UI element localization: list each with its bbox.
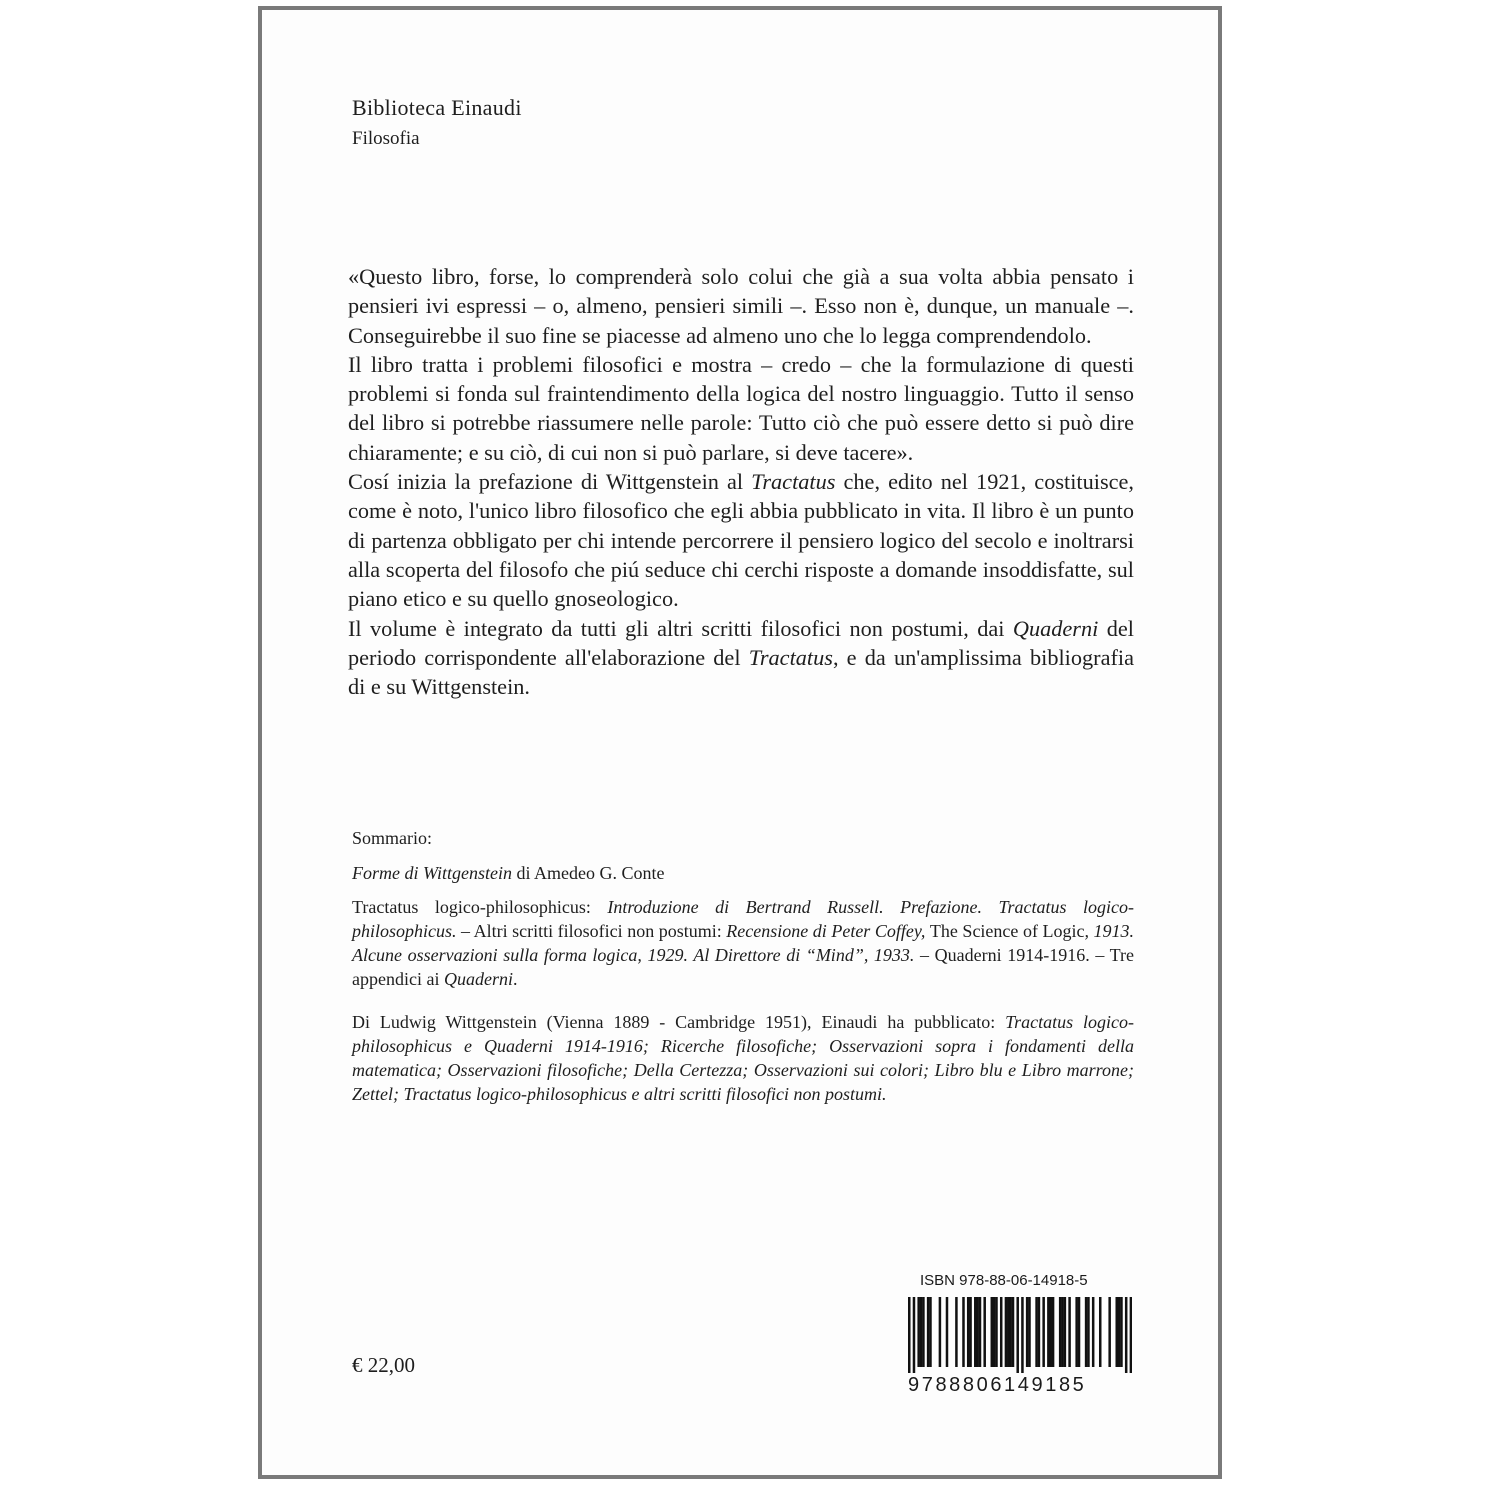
author-note — [352, 1010, 1134, 1106]
book-back-cover — [258, 6, 1222, 1479]
barcode-bar — [913, 1297, 916, 1373]
barcode-bar — [922, 1297, 925, 1367]
barcode-bar — [1026, 1297, 1029, 1367]
barcode-bar — [1059, 1297, 1062, 1367]
blurb-paragraph-quote: «Questo libro, forse, lo comprenderà solo colui che già a sua volta abbia pensato i pensieri ivi espressi – o, almeno, pensieri simili –. Esso non è, dunque, un manuale –. Conseguirebbe il suo fine se piacesse ad almeno uno che lo legga comprendendolo. — [348, 264, 1134, 348]
blurb-text-run: Cosí inizia la prefazione di Wittgenstein al — [348, 469, 752, 495]
author-note-paragraph — [352, 1010, 1134, 1106]
barcode-bar — [1028, 1297, 1031, 1367]
barcode-bar — [1061, 1297, 1064, 1367]
barcode-bar — [920, 1297, 923, 1367]
barcode-bar — [1087, 1297, 1090, 1367]
barcode-bar — [955, 1297, 958, 1367]
blurb-text-run: Il volume è integrato da tutti gli altri scritti filosofici non postumi, dai — [348, 615, 1013, 641]
contents-heading: Sommario: — [352, 828, 432, 848]
barcode-bar — [1125, 1297, 1128, 1373]
barcode-bar — [974, 1297, 977, 1367]
contents-works-run: – Quaderni 1914-1916. – Tre appendici ai — [352, 945, 1134, 989]
barcode-bar — [1042, 1297, 1045, 1367]
barcode-bar — [1075, 1297, 1078, 1367]
barcode-bar — [1115, 1297, 1118, 1367]
author-note-works: Tractatus logico-philosophicus e Quaderni 1914-1916; Ricerche filosofiche; Osservazioni sopra i fondamenti della matematica; Osservazioni filosofiche; Della Certezza; Osservazioni sui colori; Libro blu e Libro marrone; Zettel; Tractatus logico-philosophicus e altri scritti filosofici non postumi. — [352, 1012, 1134, 1104]
barcode-bar — [1068, 1297, 1071, 1367]
barcode — [908, 1297, 1132, 1373]
barcode-bar — [983, 1297, 986, 1367]
barcode-bar — [1007, 1297, 1010, 1367]
contents-essay-author: di Amedeo G. Conte — [511, 863, 665, 883]
barcode-bar — [927, 1297, 930, 1367]
author-note-lead: Di Ludwig Wittgenstein (Vienna 1889 - Cambridge 1951), Einaudi ha pubblicato: — [352, 1012, 1006, 1032]
blurb-text — [348, 262, 1134, 701]
barcode-bar — [1035, 1297, 1038, 1367]
barcode-bar — [1047, 1297, 1050, 1367]
barcode-bar — [1092, 1297, 1095, 1367]
contents-works-run: . — [512, 969, 518, 989]
barcode-bar — [991, 1297, 994, 1367]
barcode-bar — [1005, 1297, 1008, 1367]
barcode-digits: 9788806149185 — [908, 1374, 1087, 1396]
barcode-bar — [1038, 1297, 1041, 1367]
contents-works-run: Tractatus logico-philosophicus: — [352, 897, 608, 917]
barcode-bar — [1016, 1297, 1019, 1373]
barcode-bar — [1064, 1297, 1067, 1367]
barcode-bar — [1078, 1297, 1081, 1367]
barcode-bar — [908, 1297, 911, 1373]
barcode-bar — [1099, 1297, 1102, 1367]
blurb-title-tractatus: Tractatus — [748, 644, 833, 670]
barcode-bar — [1021, 1297, 1024, 1373]
contents-item-essay — [352, 861, 1134, 885]
blurb-title-quaderni: Quaderni — [1012, 615, 1099, 641]
barcode-bar — [939, 1297, 942, 1367]
contents-essay-title: Forme di Wittgenstein — [352, 863, 512, 883]
price: € 22,00 — [352, 1353, 415, 1377]
barcode-bar — [1108, 1297, 1111, 1367]
barcode-bar — [976, 1297, 979, 1367]
blurb-title-tractatus: Tractatus — [751, 469, 836, 495]
barcode-bar — [967, 1297, 970, 1367]
barcode-bar — [1049, 1297, 1052, 1367]
barcode-bar — [929, 1297, 932, 1367]
barcode-bar — [946, 1297, 949, 1367]
barcode-bar — [962, 1297, 965, 1367]
contents-works-run: – Altri scritti filosofici non postumi: — [456, 921, 727, 941]
contents-item-works — [352, 895, 1134, 991]
contents-works-run: , 1913. Alcune osservazioni sulla forma logica, 1929. Al Direttore di “Mind”, 1933. — [352, 921, 1135, 965]
blurb-text-run: che, edito nel 1921, costituisce, come è noto, l'unico libro filosofico che egli abbia pubblicato in vita. Il libro è un punto di partenza obbligato per chi intende percorrere il pensiero logico del secolo e inoltrarsi alla scoperta del filosofo che piú seduce chi cerchi risposte a domande insoddisfatte, sul piano etico e su quello gnoseologico. — [348, 469, 1134, 612]
blurb-text-run: del periodo corrispondente all'elaborazione del — [348, 615, 1134, 670]
table-of-contents — [352, 826, 1134, 991]
contents-works-run: The Science of Logic — [929, 921, 1085, 941]
blurb-text-run: , e da un'amplissima bibliografia di e su Wittgenstein. — [348, 644, 1134, 700]
contents-works-run: Quaderni — [443, 969, 513, 989]
barcode-bar — [1000, 1297, 1003, 1367]
isbn-label: ISBN 978-88-06-14918-5 — [920, 1272, 1088, 1289]
barcode-bar — [1009, 1297, 1012, 1367]
barcode-bar — [993, 1297, 996, 1367]
barcode-bar — [1118, 1297, 1121, 1367]
barcode-bar — [917, 1297, 920, 1367]
contents-works-run: Introduzione di Bertrand Russell. Prefazione. Tractatus logico-philosophicus. — [352, 897, 1134, 941]
series-subseries: Filosofia — [352, 128, 420, 149]
series-name: Biblioteca Einaudi — [352, 95, 522, 120]
barcode-bar — [1085, 1297, 1088, 1367]
contents-works-run: Recensione di Peter Coffey, — [726, 921, 930, 941]
blurb-paragraph-volume — [348, 614, 1134, 702]
blurb-paragraph-intro — [348, 467, 1134, 613]
series-block — [352, 94, 522, 152]
barcode-bar — [1130, 1297, 1132, 1373]
barcode-bar — [995, 1297, 998, 1367]
barcode-bar — [969, 1297, 972, 1367]
blurb-paragraph-quote-cont: Il libro tratta i problemi filosofici e mostra – credo – che la formulazione di questi problemi si fonda sul fraintendimento della logica del nostro linguaggio. Tutto il senso del libro si potrebbe riassumere nelle parole: Tutto ciò che può essere detto si può dire chiaramente; e su ciò, di cui non si può parlare, si deve tacere». — [348, 351, 1134, 465]
barcode-bar — [1120, 1297, 1123, 1367]
barcode-bar — [1012, 1297, 1015, 1367]
barcode-bar — [1052, 1297, 1055, 1367]
barcode-bar — [979, 1297, 982, 1367]
